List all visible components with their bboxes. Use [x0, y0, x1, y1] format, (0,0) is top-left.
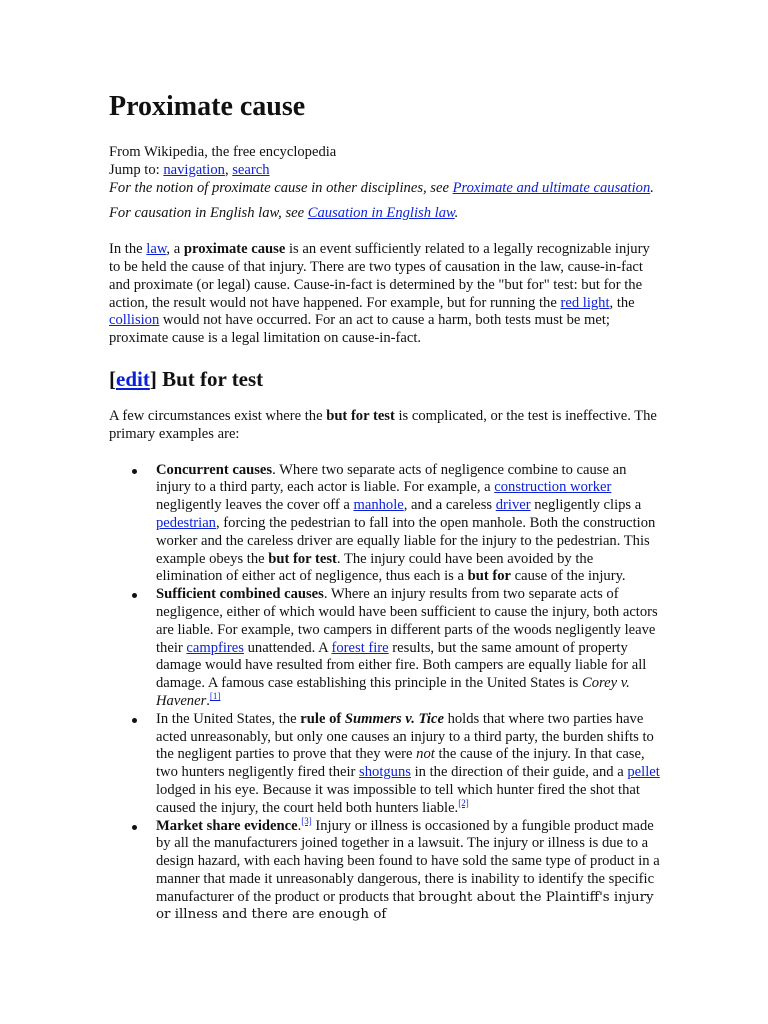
- construction-worker-link[interactable]: construction worker: [494, 479, 612, 496]
- proximate-ultimate-causation-link[interactable]: Proximate and ultimate causation: [452, 179, 651, 196]
- list-item: [156, 815, 661, 925]
- item-term: rule of: [300, 710, 345, 727]
- text: is an event sufficiently related to a legally recognizable injury to be held the cause of that injury. There are two types of causation in the law, cause-in-fact and proximate (or legal) cause. Cause-in-fact is determined by the "but for" test: but for the action, the result would not have happened. For example, but for running the: [109, 241, 650, 311]
- text: A few circumstances exist where the: [109, 407, 327, 424]
- page-title: Proximate cause: [109, 91, 306, 122]
- section-heading-but-for-test: [109, 366, 661, 392]
- text: In the: [109, 241, 147, 258]
- text: , and a careless: [403, 497, 496, 514]
- text: In the United States, the: [156, 710, 301, 727]
- jump-separator: ,: [224, 161, 233, 178]
- site-subtitle: From Wikipedia, the free encyclopedia: [109, 144, 337, 160]
- hatnote-english-law: [109, 205, 661, 223]
- collision-link[interactable]: collision: [109, 312, 160, 329]
- bracket: ]: [149, 366, 157, 391]
- text: , the: [609, 294, 635, 311]
- intro-paragraph: [109, 241, 661, 348]
- jump-to-line: [109, 162, 661, 180]
- list-item: [156, 462, 661, 587]
- text: brought about the Plaintiff's injury or illness and there are enough of: [156, 889, 654, 923]
- hatnote-text: For the notion of proximate cause in other disciplines, see: [109, 179, 453, 196]
- jump-search-link[interactable]: search: [232, 161, 270, 178]
- hatnote-text: .: [650, 179, 654, 196]
- text: , a: [166, 241, 184, 258]
- case-name: Corey v. Havener: [156, 675, 630, 709]
- driver-link[interactable]: driver: [495, 497, 531, 514]
- list-item: [156, 711, 661, 818]
- jump-to-label: Jump to:: [109, 161, 164, 178]
- section-heading-text: But for test: [156, 366, 264, 391]
- hatnote-text: For causation in English law, see: [109, 205, 308, 222]
- red-light-link[interactable]: red light: [560, 294, 610, 311]
- text: . The injury could have been avoided by the elimination of either act of negligence, thus each is a: [156, 550, 594, 585]
- text: .: [297, 817, 302, 834]
- pellet-link[interactable]: pellet: [627, 764, 660, 781]
- text: unattended. A: [243, 639, 332, 656]
- text: is complicated, or the test is ineffective. The primary examples are:: [109, 407, 657, 442]
- reference-link[interactable]: [1]: [209, 691, 221, 702]
- examples-list: [109, 462, 661, 925]
- jump-navigation-link[interactable]: navigation: [163, 161, 225, 178]
- article-content: [109, 90, 661, 924]
- text: . Where an injury results from two separate acts of negligence, either of which would have been sufficient to cause the injury, both actors are liable. For example, two campers in different parts of the woods negligently leave their: [156, 586, 658, 656]
- manhole-link[interactable]: manhole: [353, 497, 404, 514]
- law-link[interactable]: law: [146, 241, 167, 258]
- text: , forcing the pedestrian to fall into the open manhole. Both the construction worker and the careless driver are equally liable for the injury to the pedestrian. This example obeys the: [156, 514, 656, 567]
- hatnote-text: .: [454, 205, 459, 222]
- item-term: Market share evidence: [156, 817, 298, 834]
- section-intro-paragraph: [109, 408, 661, 444]
- item-term: Sufficient combined causes: [156, 586, 324, 603]
- text: the cause of the injury. In that case, two hunters negligently fired their: [156, 746, 645, 781]
- text: results, but the same amount of property damage would have resulted from either fire. Both campers are equally liable for all damage. A famous case establishing this principle in the United States is: [156, 639, 647, 692]
- bold-term: but for test: [268, 550, 337, 567]
- reference-link[interactable]: [2]: [458, 797, 469, 808]
- edit-section-link[interactable]: edit: [116, 366, 150, 391]
- text: Injury or illness is occasioned by a fungible product made by all the manufacturers joined together in a lawsuit. The injury or illness is due to a design hazard, with each having been found to have sold the same type of product in a manner that made it unreasonably dangerous, there is inability to identify the specific manufacturer of the product or products that: [156, 817, 660, 905]
- text: cause of the injury.: [511, 568, 626, 585]
- text: negligently clips a: [530, 497, 642, 514]
- emphasis: not: [416, 746, 435, 763]
- campfires-link[interactable]: campfires: [186, 639, 244, 656]
- proximate-cause-term: proximate cause: [183, 241, 286, 258]
- bold-term: but for: [467, 568, 512, 585]
- text: holds that where two parties have acted unreasonably, but only one causes an injury to a third party, the burden shifts to the negligent parties to prove that they were: [156, 710, 654, 763]
- bracket: [: [109, 366, 116, 391]
- pedestrian-link[interactable]: pedestrian: [156, 514, 216, 531]
- forest-fire-link[interactable]: forest fire: [331, 639, 389, 656]
- text: . Where two separate acts of negligence combine to cause an injury to a third party, each actor is liable. For example, a: [156, 461, 627, 496]
- list-item: [156, 586, 661, 711]
- hatnote-other-disciplines: [109, 180, 661, 198]
- reference-link[interactable]: [3]: [301, 815, 312, 826]
- text: .: [206, 692, 210, 709]
- text: lodged in his eye. Because it was impossible to tell which hunter fired the shot that caused the injury, the court held both hunters liable.: [156, 781, 640, 816]
- causation-english-law-link[interactable]: Causation in English law: [307, 205, 455, 222]
- but-for-test-term: but for test: [326, 407, 395, 424]
- shotguns-link[interactable]: shotguns: [359, 764, 411, 781]
- text: in the direction of their guide, and a: [410, 764, 628, 781]
- case-name: Summers v. Tice: [344, 710, 444, 727]
- text: would not have occurred. For an act to cause a harm, both tests must be met; proximate cause is a legal limitation on cause-in-fact.: [109, 312, 610, 347]
- text: negligently leaves the cover off a: [156, 497, 354, 514]
- item-term: Concurrent causes: [156, 461, 273, 478]
